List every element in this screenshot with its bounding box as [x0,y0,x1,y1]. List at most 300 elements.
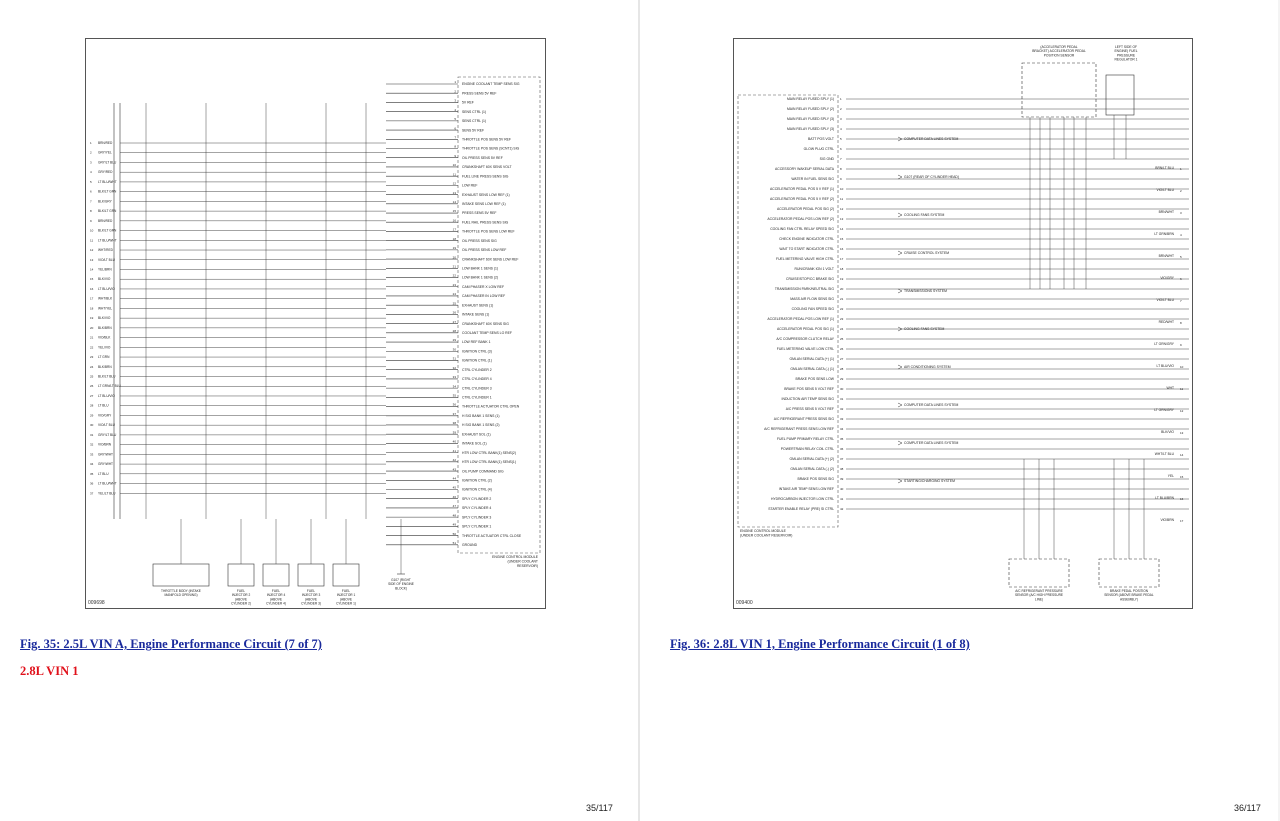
arrow-icon [898,403,902,407]
pin-number: 39 [452,430,456,435]
connector-pin-number: 6 [1180,277,1182,281]
pin-number: 27 [452,319,456,324]
ecm-pin-label: GMLAN SERIAL DATA (-) (2) [790,467,834,472]
ecm-pin-label: INDUCTION AIR TEMP SENS SIG [781,397,834,402]
wire-color-label: YEL/VIO [98,345,111,350]
pin-number: 40 [840,487,844,492]
ecm-pin-label: CRUISE/STOP/CC BRAKE SIG [786,277,834,282]
component-box [1009,559,1069,587]
ecm-pin-label: THROTTLE POS SENS 5V REF [462,137,511,142]
ecm-pin-label: WAIT TO START INDICATOR CTRL [779,247,834,252]
wire-color-label: VIO/BRN [1160,518,1174,522]
ecm-pin-label: COOLING FAN SPEED SIG [791,307,834,312]
pin-number: 23 [452,282,456,287]
connector-pin-number: 20 [90,325,94,330]
ecm-pin-label: EXHAUST SENS LOW REF (1) [462,192,510,197]
ecm-pin-label: MAIN RELAY FUSED SPLY (3) [786,117,834,122]
connector-pin-number: 12 [90,248,94,253]
ecm-pin-label: PRESS SENS 5V REF [462,211,497,216]
connector-pin-number: 30 [90,423,94,428]
component-box [333,564,359,586]
pin-number: 10 [840,187,844,192]
connector-pin-number: 35 [90,471,94,476]
component-label: POSITION SENSOR [1043,53,1075,58]
ecm-pin-label: CTRL CYLINDER 4 [462,377,492,382]
ecm-pin-label: CAM PHASER X LOW REF [462,284,505,289]
pin-number: 36 [840,447,844,452]
wire-color-label: BRN/LT BLU [1155,166,1174,170]
ecm-pin-label: COOLANT TEMP SENS LO REF [462,331,512,336]
connector-pin-number: 3 [90,160,92,165]
wire-color-label: VIO/GRY [98,413,112,418]
pin-number: 42 [840,507,844,512]
connector-pin-number: 21 [90,335,94,340]
connector-pin-number: 5 [1180,255,1182,259]
pin-number: 31 [840,397,844,402]
pin-number: 3 [454,98,456,103]
ecm-pin-label: OIL PRESS SENS LOW REF [462,248,507,253]
ecm-pin-label: SPLY CYLINDER 4 [462,506,492,511]
wire-color-label: LT BLU/BRN [1155,496,1174,500]
component-box [153,564,209,586]
wire-color-label: BLK/BRN [98,364,112,369]
ecm-pin-label: TRANSMISSION PARK/NEUTRAL SIG [774,287,834,292]
ecm-pin-label: A/C COMPRESSOR CLUTCH RELAY [776,337,834,342]
ecm-pin-label: IGNITION CTRL (3) [462,349,492,354]
ecm-pin-label: INTAKE AIR TEMP SENS LOW REF [778,487,834,492]
ecm-pin-label: LOW BANK 1 SENS (2) [462,275,498,280]
wire-color-label: GRY/YEL [98,150,112,155]
ecm-pin-label: MAIN RELAY FUSED SPLY (2) [786,107,834,112]
wire-color-label: VIO/LT BLU [98,257,115,262]
pin-number: 37 [840,457,844,462]
connector-pin-number: 24 [90,364,94,369]
pin-number: 38 [840,467,844,472]
component-label: ENGINE) FUEL [1114,49,1138,54]
wire-color-label: VIO/LT BLU [98,423,115,428]
ecm-pin-label: FUEL RAIL PRESS SENS SIG [462,220,509,225]
pin-number: 42 [452,458,456,463]
pin-number: 7 [454,135,456,140]
pin-number: 15 [840,237,844,242]
pin-number: 9 [454,153,456,158]
component-box [228,564,254,586]
wire-color-label: BLK/BRN [98,325,112,330]
connector-pin-number: 1 [1180,167,1182,171]
wire-color-label: GRY/WHT [98,452,113,457]
component-label: INJECTOR 4 [266,593,286,598]
ecm-pin-label: INTAKE SENS (1) [462,312,490,317]
component-label: CYLINDER 4) [266,601,286,606]
pin-number: 18 [452,236,456,241]
wire-color-label: BLK/LT GRN [98,209,117,214]
pin-number: 48 [452,513,456,518]
wire-color-label: LT GRN [98,355,110,360]
ecm-module-label: ENGINE CONTROL MODULE [492,555,538,559]
ecm-pin-label: CTRL CYLINDER 2 [462,367,492,372]
component-label: INJECTOR 2 [231,593,251,598]
pin-number: 28 [452,329,456,334]
connector-pin-number: 15 [90,277,94,282]
component-label: INJECTOR 1 [336,593,356,598]
ecm-pin-label: ENGINE COOLANT TEMP SENS SIG [462,82,520,87]
wire-color-label: VIO/GRY [1160,276,1174,280]
wiring-diagram-fig36-svg [734,39,1192,608]
ecm-pin-label: ACCELERATOR PEDAL POS LOW REF (2) [767,217,834,222]
wire-color-label: BRN/RED [98,218,113,223]
pin-number: 47 [452,504,456,509]
connector-pin-number: 22 [90,345,94,350]
wire-color-label: WHT/BLK [98,296,113,301]
ecm-pin-label: INTAKE SENS LOW REF (1) [462,202,506,207]
wire-color-label: WHT/RED [98,248,113,253]
pin-number: 2 [454,89,456,94]
ecm-pin-label: ACCELERATOR PEDAL POS 5 V REF (1) [770,187,834,192]
ecm-pin-label: MAIN RELAY FUSED SPLY (1) [786,97,834,102]
component-label: INJECTOR 3 [301,593,321,598]
pin-number: 27 [840,357,844,362]
component-label: BRACKET) ACCELERATOR PEDAL [1032,49,1086,54]
pin-number: 51 [452,540,456,545]
component-label: FUEL [236,589,246,593]
system-reference-note: G107 (REAR OF CYLINDER HEAD) [904,175,960,180]
ecm-pin-label: CTRL CYLINDER 1 [462,395,492,400]
pin-number: 32 [840,407,844,412]
ecm-pin-label: BATT POS VOLT [808,137,834,142]
system-reference-note: COMPUTER DATA LINES SYSTEM [904,403,959,408]
wire-color-label: LT GRN/GRY [1154,408,1174,412]
pin-number: 4 [840,127,842,132]
wire-color-label: LT BLU/VIO [98,286,115,291]
ecm-pin-label: LOW REF BANK 1 [462,340,491,345]
ecm-pin-label: CTRL CYLINDER 3 [462,386,492,391]
ecm-pin-label: GROUND [462,542,478,547]
ground-label: BLOCK) [395,586,407,591]
pin-number: 8 [840,167,842,172]
ecm-pin-label: HTR LOW CTRL BANK(1) SENS(2) [462,450,516,455]
ecm-pin-label: LOW BANK 1 SENS (1) [462,266,498,271]
pin-number: 17 [452,227,456,232]
ecm-pin-label: CRANKSHAFT 60X SENS SIG [462,321,509,326]
ecm-pin-label: SPLY CYLINDER 3 [462,515,492,520]
wire-color-label: LT BLU/VIO [1156,364,1174,368]
connector-pin-number: 11 [90,238,94,243]
wire-color-label: VIO/LT BLU [1156,188,1174,192]
connector-pin-number: 37 [90,491,94,496]
pin-number: 25 [840,337,844,342]
connector-pin-number: 10 [1180,365,1184,369]
ecm-pin-label: POWERTRAIN RELAY COIL CTRL [780,447,834,452]
pin-number: 15 [452,209,456,214]
pin-number: 21 [452,264,456,269]
component-label: FUEL [341,589,351,593]
pin-number: 29 [840,377,844,382]
pin-number: 33 [452,375,456,380]
connector-pin-number: 7 [1180,299,1182,303]
pin-number: 13 [840,217,844,222]
ecm-pin-label: FUEL LINE PRESS SENS SIG [462,174,509,179]
ecm-pin-label: SENS CTRL (1) [462,109,486,114]
ecm-pin-label: SIG GND [819,157,834,162]
ecm-pin-label: GMLAN SERIAL DATA (+) (1) [789,357,834,362]
pin-number: 50 [452,531,456,536]
ecm-pin-label: CHECK ENGINE INDICATOR CTRL [779,237,834,242]
component-label: A/C REFRIGERANT PRESSURE [1015,589,1063,593]
ecm-pin-label: THROTTLE ACTUATOR CTRL OPEN [462,404,520,409]
ecm-pin-label: GMLAN SERIAL DATA (-) (1) [790,367,834,372]
ecm-module-label: (UNDER COOLANT RESERVOIR) [740,533,793,538]
ecm-pin-label: STARTER ENABLE RELAY (PRE) SI CTRL [768,507,834,512]
pin-number: 30 [452,347,456,352]
ecm-pin-label: ACCELERATOR PEDAL POS LOW REF (1) [767,317,834,322]
pin-number: 1 [840,97,842,102]
system-reference-note: AIR CONDITIONING SYSTEM [904,365,951,370]
ecm-pin-label: OIL PRESS SENS SIG [462,238,497,243]
ecm-pin-label: A/C PRESS SENS 5 VOLT REF [785,407,834,412]
connector-pin-number: 4 [90,170,92,175]
connector-pin-number: 25 [90,374,94,379]
connector-pin-number: 33 [90,452,94,457]
wire-color-label: RED/WHT [1158,320,1174,324]
connector-pin-number: 17 [1180,519,1184,523]
wire-color-label: BLK/VIO [98,316,111,321]
ecm-pin-label: IGNITION CTRL (2) [462,478,492,483]
pin-number: 5 [840,137,842,142]
connector-pin-number: 7 [90,199,92,204]
ecm-pin-label: 5V REF [462,100,474,105]
connector-pin-number: 2 [1180,189,1182,193]
pin-number: 1 [454,80,456,85]
pin-number: 8 [454,144,456,149]
pin-number: 20 [452,255,456,260]
wire-color-label: BLK/GRY [98,199,112,204]
ecm-pin-label: IGNITION CTRL (1) [462,358,492,363]
wire-color-label: LT BLU [98,471,109,476]
pin-number: 43 [452,467,456,472]
arrow-icon [898,213,902,217]
wire-color-label: LT GRN/GRY [1154,342,1174,346]
connector-pin-number: 14 [90,267,94,272]
wire-color-label: LT GRN/BRN [1154,232,1174,236]
ecm-pin-label: INTAKE SOL (1) [462,441,487,446]
component-label: ASSEMBLY) [1119,597,1139,602]
system-reference-note: CRUISE CONTROL SYSTEM [904,251,950,256]
wire-color-label: WHT [1166,386,1174,390]
pin-number: 28 [840,367,844,372]
pin-number: 18 [840,267,844,272]
pin-number: 45 [452,485,456,490]
ecm-pin-label: BRAKE POS SENS 5 VOLT REF [784,387,834,392]
connector-pin-number: 1 [90,141,92,145]
wire-color-label: BLK/LT BLU [98,374,116,379]
pin-number: 11 [452,172,456,177]
pin-number: 6 [840,147,842,152]
ecm-pin-label: RUN/CRANK IGN 1 VOLT [794,267,834,272]
diagram-id: 009698 [88,600,105,606]
connector-pin-number: 14 [1180,453,1184,457]
pin-number: 12 [452,181,456,186]
wire-color-label: LT BLU/WHT [98,179,117,184]
system-reference-note: TRANSMISSIONS SYSTEM [904,289,947,294]
ecm-module-label: ENGINE CONTROL MODULE [740,529,786,533]
component-label: CYLINDER 1) [336,601,356,606]
ecm-pin-label: ACCESSORY WAKEUP SERIAL DATA [775,167,834,172]
pin-number: 38 [452,421,456,426]
connector-pin-number: 28 [90,403,94,408]
wire-color-label: LT BLU [98,403,109,408]
connector-pin-number: 9 [1180,343,1182,347]
connector-pin-number: 26 [90,384,94,389]
ecm-pin-label: GLOW PLUG CTRL [803,147,834,152]
figure-caption-link[interactable]: Fig. 36: 2.8L VIN 1, Engine Performance Circuit (1 of 8) [670,637,970,651]
wire-color-label: GRY/WHT [98,462,113,467]
pin-number: 21 [840,297,844,302]
ecm-pin-label: THROTTLE POS SENS LOW REF [462,229,515,234]
ecm-pin-label: THROTTLE POS SENS (SCNT1) SIG [462,146,520,151]
pin-number: 19 [840,277,844,282]
wire-color-label: YEL [1167,474,1174,478]
component-label: CYLINDER 3) [301,601,321,606]
arrow-icon [898,251,902,255]
ecm-pin-label: H SIG BANK 1 SENS (2) [462,423,500,428]
ecm-pin-label: FUEL METERING VALVE HIGH CTRL [776,257,834,262]
pin-number: 23 [840,317,844,322]
connector-pin-number: 16 [1180,497,1184,501]
wiring-diagram-fig35-svg [86,39,545,608]
connector-pin-number: 32 [90,442,94,447]
connector-pin-number: 31 [90,432,94,437]
component-label: SENSOR (ABOVE BRAKE PEDAL [1104,593,1154,598]
wire-color-label: GRY/RED [98,170,113,175]
wire-color-label: LT BLU/WHT [98,481,117,486]
page-36 [640,0,1278,821]
pin-number: 22 [452,273,456,278]
wire-color-label: BRN/WHT [1158,254,1174,258]
wire-color-label: LT GRN/LT BLU [98,384,121,389]
arrow-icon [898,365,902,369]
pin-number: 12 [840,207,844,212]
page-number: 35/117 [586,803,613,813]
pin-number: 11 [840,197,844,202]
connector-pin-number: 29 [90,413,94,418]
pin-number: 6 [454,126,456,131]
pin-number: 20 [840,287,844,292]
ecm-pin-label: CAM PHASER IN LOW REF [462,294,506,299]
connector-pin-number: 9 [90,218,92,223]
system-reference-note: COMPUTER DATA LINES SYSTEM [904,137,959,142]
ecm-pin-label: EXHAUST SOL (1) [462,432,491,437]
component-label: SENSOR (A/C HIGH PRESSURE [1015,593,1063,598]
component-label: MANIFOLD OPENING) [164,593,198,598]
component-label: (ACCELERATOR PEDAL [1040,45,1078,49]
wire-color-label: BLK/LT GRN [98,228,117,233]
ecm-pin-label: BRAKE POS SENS SIG [797,477,834,482]
component-label: BRAKE PEDAL POSITION [1109,589,1149,593]
pin-number: 33 [840,417,844,422]
wire-color-label: BRN/RED [98,141,113,145]
pin-number: 26 [840,347,844,352]
ecm-pin-label: HTR LOW CTRL BANK(1) SENS(1) [462,460,516,465]
system-reference-note: COMPUTER DATA LINES SYSTEM [904,441,959,446]
connector-pin-number: 5 [90,179,92,184]
ecm-pin-label: OIL PUMP COMMAND SIG [462,469,504,474]
ecm-pin-label: IGNITION CTRL (4) [462,487,492,492]
pin-number: 34 [452,384,456,389]
pin-number: 44 [452,476,456,481]
pin-number: 39 [840,477,844,482]
connector-pin-number: 11 [1180,387,1184,391]
wire-color-label: LT BLU/WHT [98,238,117,243]
ecm-pin-label: SPLY CYLINDER 2 [462,496,492,501]
ecm-pin-label: SENS 5V REF [462,128,485,133]
ecm-pin-label: THROTTLE ACTUATOR CTRL CLOSE [462,533,522,538]
diagram-id: 009400 [736,600,753,606]
ecm-module-label: (UNDER COOLANT [507,559,538,564]
ground-label: G107 (RIGHT [391,578,411,582]
wire-color-label: WHT/LT BLU [1154,452,1174,456]
connector-pin-number: 17 [90,296,94,301]
pin-number: 41 [452,448,456,453]
component-label: LEFT SIDE OF [1114,45,1138,49]
wire-color-label: VIO/BLK [98,335,111,340]
system-reference-note: COOLING FANS SYSTEM [904,213,945,218]
pin-number: 16 [840,247,844,252]
arrow-icon [898,441,902,445]
connector-pin-number: 36 [90,481,94,486]
pin-number: 24 [840,327,844,332]
connector-pin-number: 34 [90,462,94,467]
wire-color-label: VIO/BRN [98,442,112,447]
pin-number: 34 [840,427,844,432]
ecm-pin-label: SPLY CYLINDER 1 [462,524,492,529]
component-box [298,564,324,586]
connector-pin-number: 12 [1180,409,1184,413]
wire-color-label: GRY/LT BLU [98,432,117,437]
pin-number: 29 [452,338,456,343]
arrow-icon [898,479,902,483]
pin-number: 30 [840,387,844,392]
pin-number: 3 [840,117,842,122]
pin-number: 14 [452,200,456,205]
connector-pin-number: 27 [90,393,94,398]
ecm-pin-label: ACCELERATOR PEDAL POS SIG (2) [776,207,834,212]
component-label: FUEL [306,589,316,593]
connector-pin-number: 15 [1180,475,1184,479]
ecm-pin-label: GMLAN SERIAL DATA (+) (2) [789,457,834,462]
ecm-pin-label: HYDROCARBON INJECTOR LOW CTRL [770,497,834,502]
figure-caption-link[interactable]: Fig. 35: 2.5L VIN A, Engine Performance Circuit (7 of 7) [20,637,322,651]
connector-pin-number: 13 [1180,431,1184,435]
wire-color-label: BLK/LT GRN [98,189,117,194]
pin-number: 49 [452,522,456,527]
wire-color-label: WHT/YEL [98,306,113,311]
pin-number: 35 [452,393,456,398]
pin-number: 25 [452,301,456,306]
ground-label: SIDE OF ENGINE [388,582,414,587]
wire-color-label: BLK/VIO [1161,430,1174,434]
ecm-pin-label: A/C REFRIGERANT PRESS SENS SIG [773,417,834,422]
component-label: REGULATOR 1 [1114,57,1138,62]
pin-number: 7 [840,157,842,162]
ecm-pin-label: BRAKE POS SENS LOW [795,377,834,382]
ecm-pin-label: CRANKSHAFT 60X SENS LOW REF [462,257,519,262]
wire-color-label: BRN/WHT [1158,210,1174,214]
connector-pin-number: 8 [90,209,92,214]
component-label: (ABOVE [234,597,248,602]
system-reference-note: COOLING FANS SYSTEM [904,327,945,332]
wire-color-label: LT BLU/VIO [98,393,115,398]
ecm-pin-label: OIL PRESS SENS 5V REF [462,155,503,160]
